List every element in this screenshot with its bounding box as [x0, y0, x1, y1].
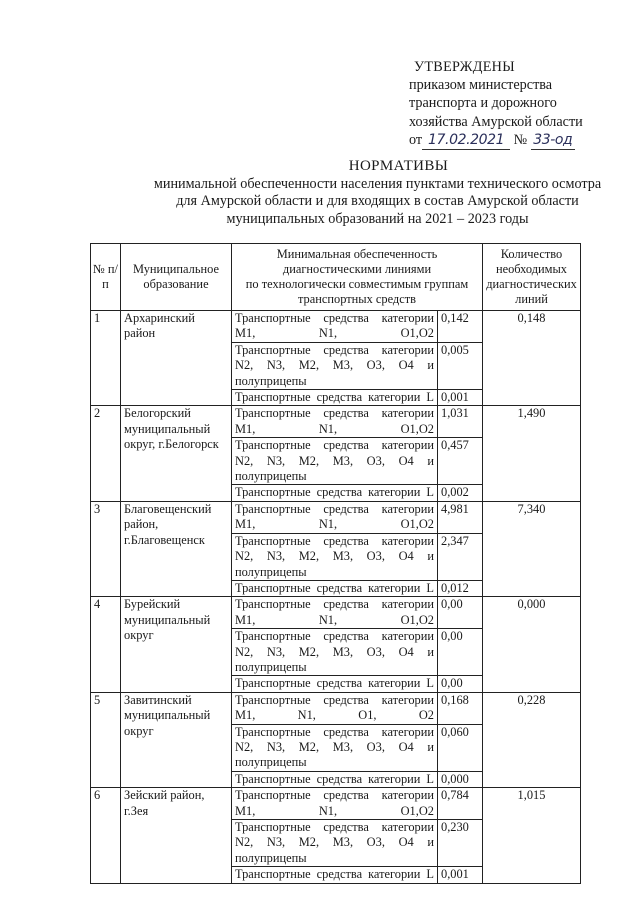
row-value-2: 0,00 — [438, 629, 483, 676]
row-total: 0,000 — [483, 597, 581, 692]
header-line-count: Количество необходимых диагностических линий — [483, 244, 581, 311]
row-number: 6 — [91, 788, 121, 883]
number-label: № — [513, 131, 528, 148]
row-category-2: Транспортные средства категории N2, N3, M2, M3, O3, O4 и полуприцепы — [232, 724, 438, 771]
row-value-3: 0,001 — [438, 390, 483, 406]
document-subtitle-1: минимальной обеспеченности населения пунктами технического осмотра — [153, 175, 602, 192]
row-category-3: Транспортные средства категории L — [232, 867, 438, 883]
row-number: 5 — [91, 692, 121, 787]
approval-number: 33-од — [533, 131, 573, 148]
table-row — [91, 597, 581, 629]
row-value-2: 2,347 — [438, 533, 483, 580]
header-municipality: Муниципальное образование — [121, 244, 232, 311]
table-header-row — [91, 244, 581, 311]
row-total: 1,490 — [483, 406, 581, 501]
row-value-3: 0,012 — [438, 580, 483, 596]
approval-date-line — [409, 131, 631, 150]
approval-date: 17.02.2021 — [428, 131, 505, 148]
row-category-2: Транспортные средства категории N2, N3, M2, M3, O3, O4 и полуприцепы — [232, 820, 438, 867]
row-category-1: Транспортные средства категории M1, N1, O1,O2 — [232, 501, 438, 533]
date-from-label: от — [409, 131, 423, 148]
document-title-block — [120, 158, 635, 228]
row-category-3: Транспортные средства категории L — [232, 580, 438, 596]
row-value-3: 0,001 — [438, 867, 483, 883]
document-subtitle-2: для Амурской области и для входящих в состав Амурской области — [176, 193, 579, 210]
row-category-3: Транспортные средства категории L — [232, 676, 438, 692]
row-number: 2 — [91, 406, 121, 501]
table-row — [91, 692, 581, 724]
row-total: 0,228 — [483, 692, 581, 787]
row-value-2: 0,005 — [438, 342, 483, 389]
row-category-3: Транспортные средства категории L — [232, 390, 438, 406]
row-number: 4 — [91, 597, 121, 692]
approval-line-2: транспорта и дорожного — [409, 95, 557, 112]
row-value-1: 0,142 — [438, 311, 483, 343]
table-row — [91, 311, 581, 343]
row-municipality: Благовещенский район, г.Благовещенск — [121, 501, 232, 596]
row-value-3: 0,000 — [438, 771, 483, 787]
row-category-1: Транспортные средства категории M1, N1, O1,O2 — [232, 311, 438, 343]
row-category-2: Транспортные средства категории N2, N3, M2, M3, O3, O4 и полуприцепы — [232, 629, 438, 676]
approval-block — [409, 58, 631, 150]
row-value-2: 0,457 — [438, 438, 483, 485]
row-total: 0,148 — [483, 311, 581, 406]
row-value-1: 0,784 — [438, 788, 483, 820]
row-category-2: Транспортные средства категории N2, N3, M2, M3, O3, O4 и полуприцепы — [232, 438, 438, 485]
row-value-1: 0,00 — [438, 597, 483, 629]
row-category-1: Транспортные средства категории M1, N1, O1, O2 — [232, 692, 438, 724]
approval-line-3: хозяйства Амурской области — [409, 113, 583, 130]
document-title: НОРМАТИВЫ — [348, 158, 449, 174]
row-municipality: Белогорский муниципальный округ, г.Белогорск — [121, 406, 232, 501]
row-municipality: Бурейский муниципальный округ — [121, 597, 232, 692]
header-min-provision: Минимальная обеспеченность диагностическими линиями по технологически совместимым группам транспортных средств — [232, 244, 483, 311]
row-municipality: Зейский район, г.Зея — [121, 788, 232, 883]
approval-line-1: приказом министерства — [409, 77, 553, 94]
approval-title: УТВЕРЖДЕНЫ — [414, 59, 515, 75]
row-category-1: Транспортные средства категории M1, N1, O1,O2 — [232, 788, 438, 820]
table-row — [91, 788, 581, 820]
row-value-1: 1,031 — [438, 406, 483, 438]
row-category-3: Транспортные средства категории L — [232, 485, 438, 501]
header-num: № п/п — [91, 244, 121, 311]
row-municipality: Архаринский район — [121, 311, 232, 406]
row-value-1: 4,981 — [438, 501, 483, 533]
row-number: 1 — [91, 311, 121, 406]
norms-table — [90, 243, 581, 884]
table-row — [91, 501, 581, 533]
table-row — [91, 406, 581, 438]
document-subtitle-3: муниципальных образований на 2021 – 2023 годы — [226, 210, 529, 227]
row-value-2: 0,230 — [438, 820, 483, 867]
row-category-2: Транспортные средства категории N2, N3, M2, M3, O3, O4 и полуприцепы — [232, 342, 438, 389]
row-value-1: 0,168 — [438, 692, 483, 724]
row-total: 7,340 — [483, 501, 581, 596]
row-municipality: Завитинский муниципальный округ — [121, 692, 232, 787]
row-number: 3 — [91, 501, 121, 596]
row-value-3: 0,00 — [438, 676, 483, 692]
row-category-2: Транспортные средства категории N2, N3, M2, M3, O3, O4 и полуприцепы — [232, 533, 438, 580]
row-total: 1,015 — [483, 788, 581, 883]
row-value-2: 0,060 — [438, 724, 483, 771]
row-category-1: Транспортные средства категории M1, N1, O1,O2 — [232, 597, 438, 629]
row-category-1: Транспортные средства категории M1, N1, O1,O2 — [232, 406, 438, 438]
row-value-3: 0,002 — [438, 485, 483, 501]
row-category-3: Транспортные средства категории L — [232, 771, 438, 787]
